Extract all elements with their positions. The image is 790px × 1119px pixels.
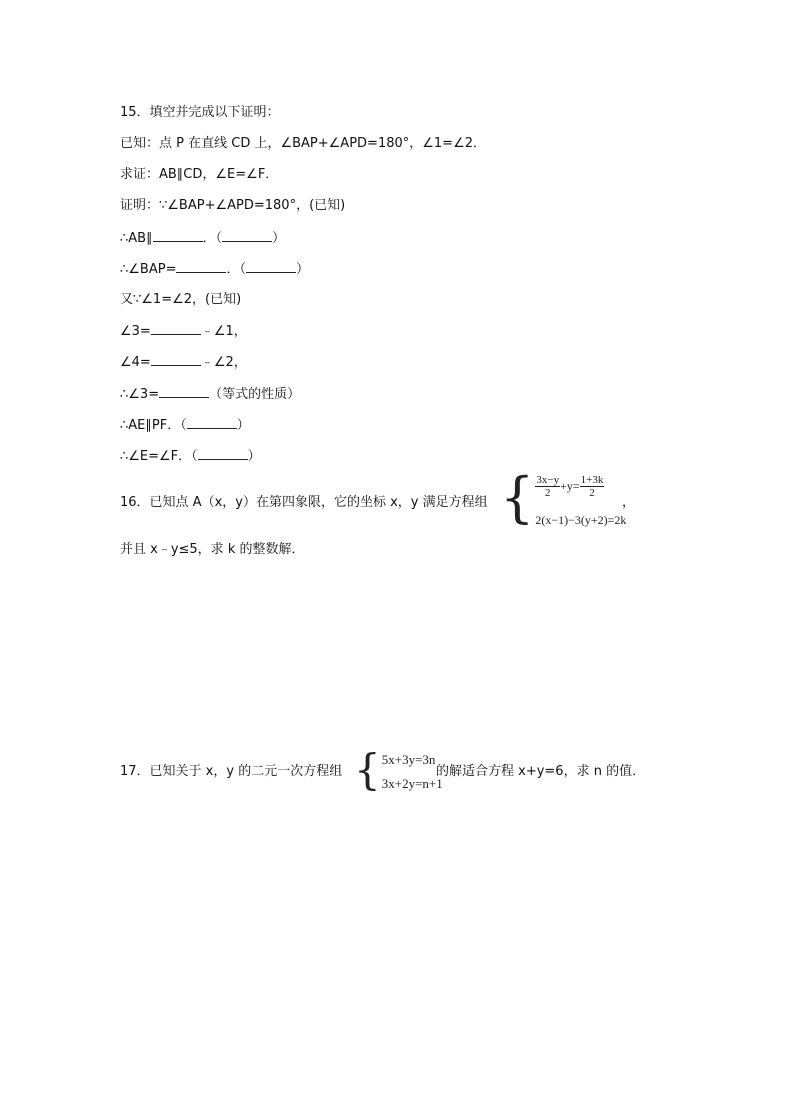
q17-equation-1: 5x+3y=3n	[381, 752, 436, 767]
q16-line-2: 并且 x﹣y≤5，求 k 的整数解．	[120, 542, 305, 557]
reason-blank[interactable]	[222, 229, 272, 242]
answer-blank[interactable]	[151, 353, 201, 366]
q15-step-2: ∴∠BAP= ．（ ）	[120, 262, 309, 277]
q15-step-7: ∴AE∥PF．（ ）	[120, 418, 250, 433]
answer-blank[interactable]	[153, 229, 203, 242]
q17-suffix: 的解适合方程 x+y=6，求 n 的值．	[436, 764, 646, 779]
reason-blank[interactable]	[198, 447, 248, 460]
answer-blank[interactable]	[151, 322, 201, 335]
q17-equation-2: 3x+2y=n+1	[381, 776, 443, 791]
q15-given: 已知：点 P 在直线 CD 上，∠BAP+∠APD=180°，∠1=∠2．	[120, 136, 486, 151]
q15-step-8: ∴∠E=∠F．（ ）	[120, 449, 261, 464]
q17-prefix: 17．已知关于 x，y 的二元一次方程组	[120, 764, 343, 779]
brace-icon: {	[354, 745, 381, 794]
q15-step-1: ∴AB∥ ．（ ）	[120, 231, 286, 246]
answer-blank[interactable]	[176, 260, 226, 273]
q16-equation-1: $\frac{3x-y}{2}$ +y= $\frac{1+3k}{2}$	[536, 474, 604, 499]
q16-equation-2: 2(x−1)−3(y+2)=2k	[535, 513, 627, 527]
q16-equation-system	[500, 466, 627, 529]
q15-step-3: 又∵∠1=∠2，(已知)	[120, 292, 242, 307]
q15-prove: 求证：AB∥CD，∠E=∠F．	[120, 167, 279, 182]
q16-prefix: 16．已知点 A（x，y）在第四象限，它的坐标 x，y 满足方程组	[120, 495, 488, 510]
brace-icon: {	[500, 466, 535, 529]
q17-equation-system	[354, 745, 443, 794]
q15-step-6: ∴∠3= （等式的性质）	[120, 387, 301, 402]
q15-title: 15．填空并完成以下证明：	[120, 105, 280, 120]
q15-proof-intro: 证明：∵∠BAP+∠APD=180°，(已知)	[120, 198, 346, 213]
q15-step-5: ∠4= ﹣∠2，	[120, 355, 247, 370]
reason-blank[interactable]	[187, 416, 237, 429]
q15-step-4: ∠3= ﹣∠1，	[120, 324, 247, 339]
reason-blank[interactable]	[246, 260, 296, 273]
q16-suffix: ，	[622, 495, 636, 510]
answer-blank[interactable]	[159, 385, 209, 398]
